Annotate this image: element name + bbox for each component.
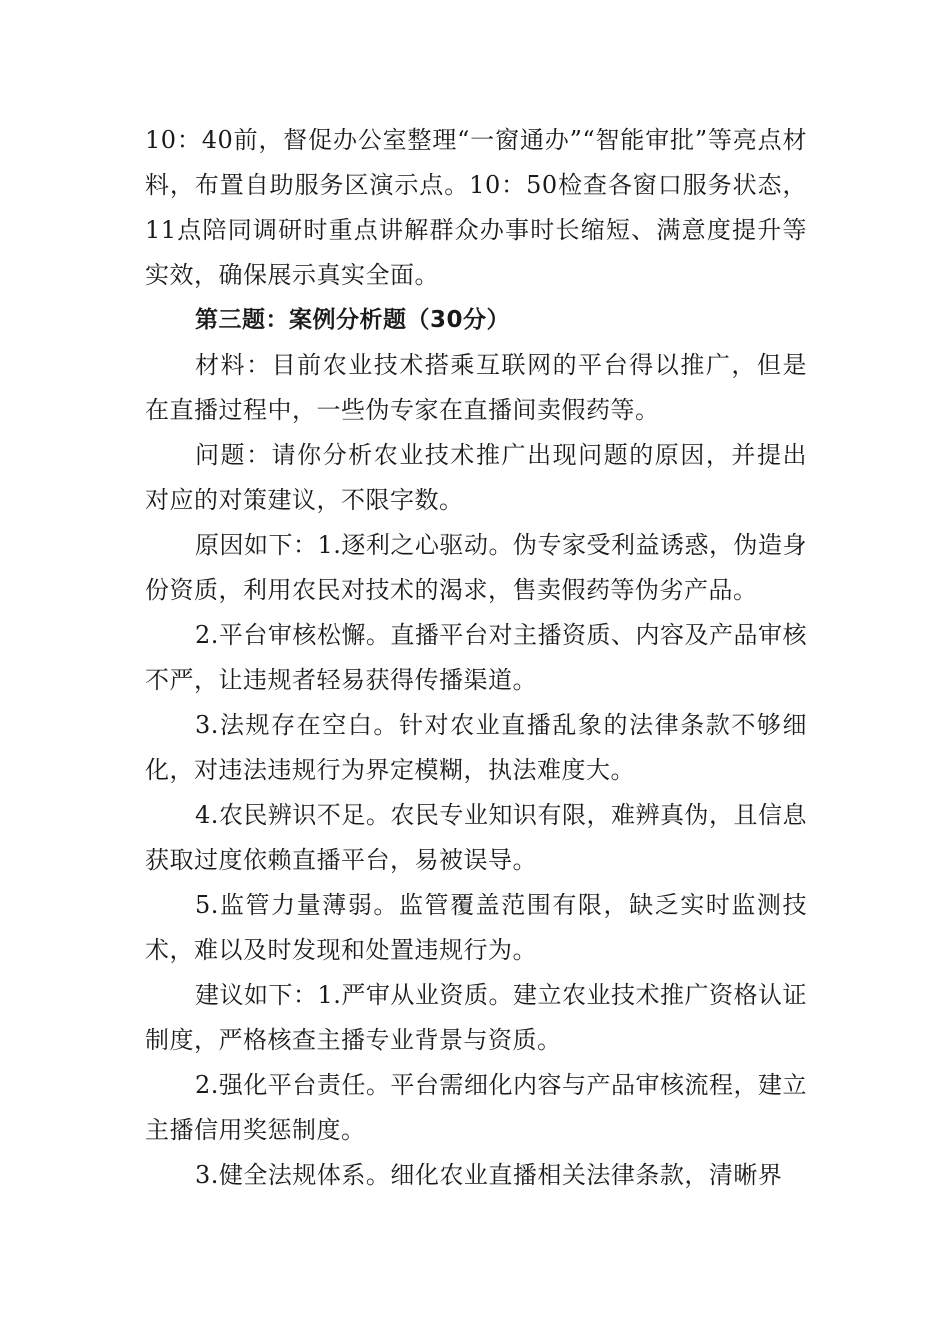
paragraph-question: 问题：请你分析农业技术推广出现问题的原因，并提出对应的对策建议，不限字数。: [145, 441, 807, 514]
paragraph-reason-3: 3.法规存在空白。针对农业直播乱象的法律条款不够细化，对违法违规行为界定模糊，执法难度大。: [145, 711, 807, 784]
paragraph-suggestion-1: 建议如下：1.严审从业资质。建立农业技术推广资格认证制度，严格核查主播专业背景与资质。: [145, 981, 807, 1054]
paragraph-reason-1: 原因如下：1.逐利之心驱动。伪专家受利益诱惑，伪造身份资质，利用农民对技术的渴求，售卖假药等伪劣产品。: [145, 531, 807, 604]
paragraph-reason-2: 2.平台审核松懈。直播平台对主播资质、内容及产品审核不严，让违规者轻易获得传播渠道。: [145, 621, 807, 694]
paragraph-reason-4: 4.农民辨识不足。农民专业知识有限，难辨真伪，且信息获取过度依赖直播平台，易被误导。: [145, 801, 807, 874]
paragraph-material: 材料：目前农业技术搭乘互联网的平台得以推广，但是在直播过程中，一些伪专家在直播间卖假药等。: [145, 351, 807, 424]
paragraph-reason-5: 5.监管力量薄弱。监管覆盖范围有限，缺乏实时监测技术，难以及时发现和处置违规行为。: [145, 891, 807, 964]
document-page: [145, 118, 807, 1198]
paragraph-suggestion-2: 2.强化平台责任。平台需细化内容与产品审核流程，建立主播信用奖惩制度。: [145, 1071, 807, 1144]
section-heading: 第三题：案例分析题（30分）: [195, 307, 511, 333]
paragraph-suggestion-3: 3.健全法规体系。细化农业直播相关法律条款，清晰界: [195, 1161, 783, 1189]
paragraph-schedule: 10：40前，督促办公室整理“一窗通办”“智能审批”等亮点材料，布置自助服务区演示点。10：50检查各窗口服务状态，11点陪同调研时重点讲解群众办事时长缩短、满意度提升等实效，确保展示真实全面。: [145, 126, 807, 289]
